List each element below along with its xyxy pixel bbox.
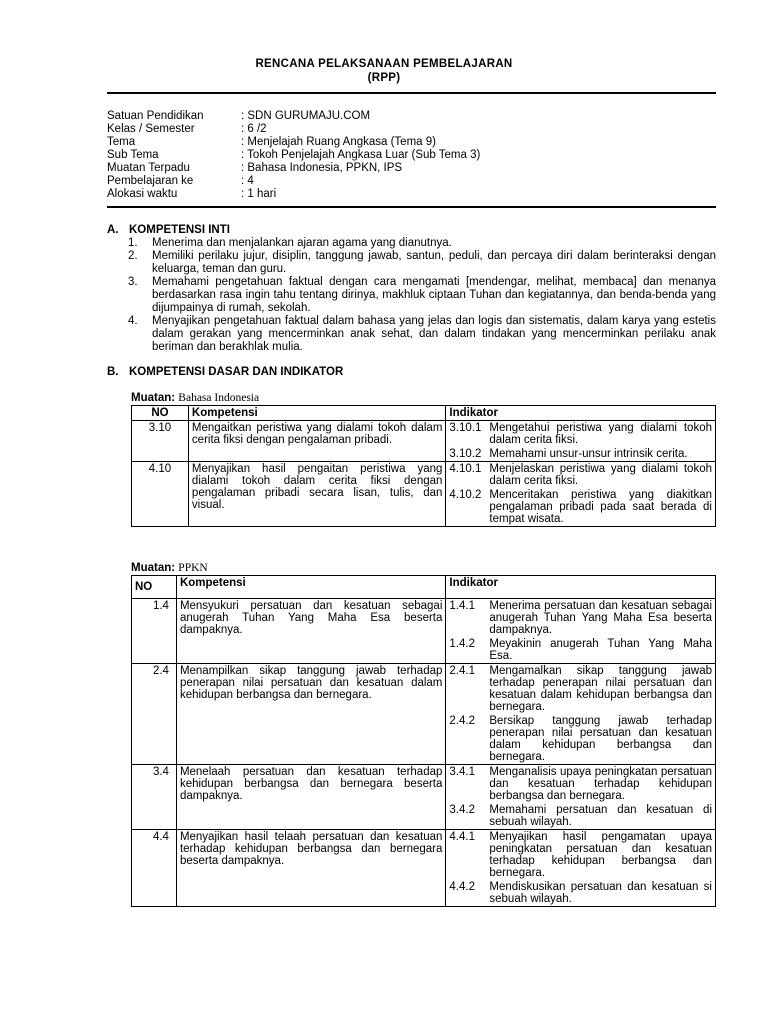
list-item-text: Memahami pengetahuan faktual dengan cara mengamati [mendengar, melihat, membaca] dan menanya berdasarkan rasa ingin tahu tentang dirinya, makhluk ciptaan Tuhan dan kegiatannya, dan benda-benda yang dijumpainya di rumah, sekolah. — [152, 276, 716, 314]
identity-label: Sub Tema — [107, 149, 159, 161]
identity-row — [107, 136, 480, 149]
indikator-code: 2.4.2 — [449, 715, 475, 727]
cell-kompetensi: Menyajikan hasil pengaitan peristiwa yang dialami tokoh dalam cerita fiksi dengan pengalaman pribadi secara lisan, tulis, dan visual. — [188, 462, 445, 527]
list-item-text: Menyajikan pengetahuan faktual dalam bahasa yang jelas dan logis dan sistematis, dalam karya yang estetis dalam gerakan yang mencerminkan anak sehat, dan dalam tindakan yang mencerminkan perilaku anak beriman dan berakhlak mulia. — [152, 315, 716, 353]
indikator-text: Mengamalkan sikap tanggung jawab terhadap penerapan nilai persatuan dan kesatuan dalam kehidupan berbangsa dan bernegara. — [489, 665, 712, 713]
indikator-item — [449, 715, 712, 763]
table-row — [132, 765, 716, 830]
muatan-label-ppkn — [131, 562, 208, 575]
identity-row — [107, 123, 480, 136]
identity-label: Tema — [107, 136, 136, 148]
identity-label: Pembelajaran ke — [107, 175, 194, 187]
list-item — [128, 250, 716, 276]
list-item-text: Memiliki perilaku jujur, disiplin, tanggung jawab, santun, peduli, dan percaya diri dalam berinteraksi dengan keluarga, teman dan guru. — [152, 250, 716, 275]
indikator-item — [449, 804, 712, 828]
indikator-text: Menerima persatuan dan kesatuan sebagai anugerah Tuhan Yang Maha Esa beserta dampaknya. — [489, 600, 712, 636]
indikator-code: 4.4.2 — [449, 881, 475, 893]
indikator-code: 2.4.1 — [449, 665, 475, 677]
cell-kompetensi: Mensyukuri persatuan dan kesatuan sebagai anugerah Tuhan Yang Maha Esa beserta dampaknya. — [176, 599, 445, 664]
cell-no: 4.10 — [132, 462, 189, 527]
list-item — [128, 276, 716, 315]
indikator-text: Memahami persatuan dan kesatuan di sebuah wilayah. — [489, 804, 712, 828]
list-item-text: Menerima dan menjalankan ajaran agama yang dianutnya. — [152, 237, 452, 249]
section-a-heading — [107, 224, 230, 237]
indikator-text: Menyajikan hasil pengamatan upaya peningkatan persatuan dan kesatuan terhadap kehidupan berbangsa dan bernegara. — [489, 831, 712, 879]
cell-indikator — [446, 765, 716, 830]
section-a-title: KOMPETENSI INTI — [129, 224, 230, 236]
section-b-letter: B. — [107, 366, 119, 378]
cell-indikator — [446, 664, 716, 765]
identity-value: : Tokoh Penjelajah Angkasa Luar (Sub Tema 3) — [241, 149, 481, 161]
indikator-item — [449, 665, 712, 713]
indikator-code: 3.10.1 — [449, 422, 482, 434]
cell-no: 1.4 — [132, 599, 177, 664]
identity-value: : 1 hari — [241, 188, 277, 200]
cell-no: 2.4 — [132, 664, 177, 765]
indikator-item — [449, 881, 712, 905]
muatan-label: Muatan: — [131, 562, 176, 574]
indikator-text: Menceritakan peristiwa yang diakitkan pengalaman pribadi pada saat berada di tempat wisata. — [489, 489, 712, 525]
cell-indikator — [446, 462, 716, 527]
cell-indikator — [446, 830, 716, 907]
indikator-text: Bersikap tanggung jawab terhadap penerapan nilai persatuan dan kesatuan dalam kehidupan berbangsa dan bernegara. — [489, 715, 712, 763]
cell-kompetensi: Menelaah persatuan dan kesatuan terhadap kehidupan berbangsa dan bernegara beserta dampaknya. — [176, 765, 445, 830]
section-b-heading — [107, 366, 343, 379]
indikator-item — [449, 766, 712, 802]
indikator-code: 4.4.1 — [449, 831, 475, 843]
table-row — [132, 599, 716, 664]
indikator-code: 3.10.2 — [449, 448, 482, 460]
identity-value: : Bahasa Indonesia, PPKN, IPS — [241, 162, 403, 174]
list-item-number: 4. — [128, 315, 138, 327]
column-header-kompetensi: Kompetensi — [176, 576, 445, 599]
identity-value: : 6 /2 — [241, 123, 267, 135]
indikator-text: Mengetahui peristiwa yang dialami tokoh dalam cerita fiksi. — [489, 422, 712, 446]
identity-block — [107, 110, 480, 201]
table-header-row — [132, 406, 716, 421]
indikator-item — [449, 600, 712, 636]
indikator-text: Mendiskusikan persatuan dan kesatuan si sebuah wilayah. — [489, 881, 712, 905]
column-header-kompetensi: Kompetensi — [188, 406, 445, 421]
identity-value: : SDN GURUMAJU.COM — [241, 110, 371, 122]
indikator-item — [449, 831, 712, 879]
cell-kompetensi: Menampilkan sikap tanggung jawab terhadap penerapan nilai persatuan dan kesatuan dalam kehidupan berbangsa dan bernegara. — [176, 664, 445, 765]
indikator-code: 4.10.2 — [449, 489, 482, 501]
identity-label: Alokasi waktu — [107, 188, 178, 200]
cell-indikator — [446, 421, 716, 462]
indikator-text: Memahami unsur-unsur intrinsik cerita. — [489, 448, 688, 460]
cell-kompetensi: Menyajikan hasil telaah persatuan dan kesatuan terhadap kehidupan berbangsa dan bernegara beserta dampaknya. — [176, 830, 445, 907]
section-a-letter: A. — [107, 224, 119, 236]
table-row — [132, 462, 716, 527]
cell-no: 4.4 — [132, 830, 177, 907]
identity-value: : Menjelajah Ruang Angkasa (Tema 9) — [241, 136, 436, 148]
indikator-item — [449, 422, 712, 446]
muatan-label: Muatan: — [131, 392, 176, 404]
section-b-title: KOMPETENSI DASAR DAN INDIKATOR — [129, 366, 344, 378]
table-row — [132, 830, 716, 907]
indikator-item — [449, 463, 712, 487]
indikator-item — [449, 638, 712, 662]
identity-value: : 4 — [241, 175, 254, 187]
indikator-code: 1.4.1 — [449, 600, 475, 612]
identity-row — [107, 162, 480, 175]
cell-kompetensi: Mengaitkan peristiwa yang dialami tokoh dalam cerita fiksi dengan pengalaman pribadi. — [188, 421, 445, 462]
indikator-code: 1.4.2 — [449, 638, 475, 650]
indikator-text: Menganalisis upaya peningkatan persatuan dan kesatuan terhadap kehidupan berbangsa dan bernegara. — [489, 766, 712, 802]
indikator-code: 3.4.2 — [449, 804, 475, 816]
muatan-value: PPKN — [178, 562, 208, 574]
identity-row — [107, 149, 480, 162]
column-header-indikator: Indikator — [446, 576, 716, 599]
indikator-item — [449, 448, 712, 460]
cell-no: 3.10 — [132, 421, 189, 462]
identity-label: Kelas / Semester — [107, 123, 195, 135]
indikator-code: 3.4.1 — [449, 766, 475, 778]
table-bahasa-indonesia — [131, 405, 716, 527]
indikator-text: Meyakinin anugerah Tuhan Yang Maha Esa. — [489, 638, 712, 662]
table-ppkn — [131, 575, 716, 907]
indikator-item — [449, 489, 712, 525]
title-line-1: RENCANA PELAKSANAAN PEMBELAJARAN — [255, 58, 513, 70]
table-header-row — [132, 576, 716, 599]
identity-row — [107, 110, 480, 123]
list-item-number: 2. — [128, 250, 138, 262]
identity-row — [107, 188, 480, 201]
column-header-no: NO — [132, 406, 189, 421]
list-item — [128, 237, 716, 250]
cell-indikator — [446, 599, 716, 664]
indikator-text: Menjelaskan peristiwa yang dialami tokoh dalam cerita fiksi. — [489, 463, 712, 487]
column-header-indikator: Indikator — [446, 406, 716, 421]
muatan-label-bi — [131, 392, 259, 405]
list-item — [128, 315, 716, 354]
column-header-no: NO — [132, 576, 177, 599]
list-item-number: 1. — [128, 237, 138, 249]
cell-no: 3.4 — [132, 765, 177, 830]
title-line-2: (RPP) — [367, 72, 401, 84]
table-row — [132, 664, 716, 765]
table-row — [132, 421, 716, 462]
indikator-code: 4.10.1 — [449, 463, 482, 475]
kompetensi-inti-list — [128, 237, 716, 354]
identity-label: Satuan Pendidikan — [107, 110, 204, 122]
identity-row — [107, 175, 480, 188]
identity-rule — [107, 206, 716, 208]
muatan-value: Bahasa Indonesia — [178, 392, 260, 404]
list-item-number: 3. — [128, 276, 138, 288]
header-rule — [107, 92, 716, 94]
document-title — [0, 57, 768, 85]
identity-label: Muatan Terpadu — [107, 162, 190, 174]
